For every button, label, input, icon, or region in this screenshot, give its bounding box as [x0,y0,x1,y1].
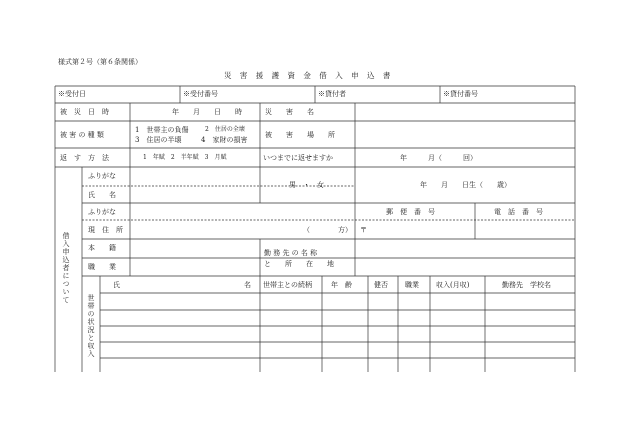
damage-option-half-loss: 3 住居の半壊 [135,136,182,144]
repay-when-fields: 年 月（ 回） [400,154,477,162]
repay-method-options: 1 年賦 2 半年賦 3 月賦 [143,154,227,161]
postal-code-label: 郵 便 番 号 [386,208,435,216]
employer-label-line2: と 所 在 地 [264,260,334,268]
furigana-label-2: ふりがな [88,208,116,216]
form-title: 災 害 援 護 資 金 借 入 申 込 書 [224,71,394,80]
household-col-occupation: 職業 [405,281,419,289]
address-care-of: （ 方） [303,226,352,234]
disaster-date-fields: 年 月 日 時 [172,108,242,116]
postal-mark: 〒 [360,226,367,234]
applicant-section-label: 借入申込者について [62,232,70,304]
damage-type-label: 被 害 の 種 類 [60,131,104,139]
current-address-label: 現 住 所 [88,226,123,234]
form-number: 様式第２号（第６条関係） [58,58,142,66]
furigana-label-1: ふりがな [88,172,116,180]
damage-option-household-goods: 4 家財の損害 [201,136,248,144]
damage-place-label: 被 害 場 所 [265,131,335,139]
receipt-date-label: ※受付日 [58,90,86,98]
phone-label: 電 話 番 号 [494,208,543,216]
lender-number-label: ※貸付番号 [443,90,478,98]
household-col-age: 年 齢 [331,281,352,289]
disaster-name-label: 災 害 名 [265,108,314,116]
repay-when-label: いつまでに返せますか [263,154,333,162]
household-col-family-name: 氏 [113,281,120,289]
disaster-date-label: 被 災 日 時 [60,108,109,116]
domicile-label: 本 籍 [88,244,116,252]
household-section-label: 世帯の状況と収入 [87,294,95,358]
household-col-workplace-school: 勤務先 学校名 [502,281,551,289]
lender-label: ※貸付者 [318,90,346,98]
name-label: 氏 名 [88,191,116,199]
birth-field: 年 月 日生（ 歳） [420,181,511,189]
damage-option-total-loss: 2 住居の全壊 [205,126,245,133]
repay-method-label: 返 す 方 法 [60,154,109,162]
damage-option-injury: 1 世帯主の負傷 [135,126,189,134]
household-col-health: 健否 [374,281,388,289]
employer-label-line1: 勤 務 先 の 名 称 [264,249,318,257]
household-col-given-name: 名 [244,281,251,289]
gender-field: 男 ・ 女 [289,181,324,189]
household-col-relation: 世帯主との続柄 [263,281,312,289]
occupation-label: 職 業 [88,263,116,271]
household-col-income: 収入(月収) [436,281,470,289]
receipt-number-label: ※受付番号 [183,90,218,98]
